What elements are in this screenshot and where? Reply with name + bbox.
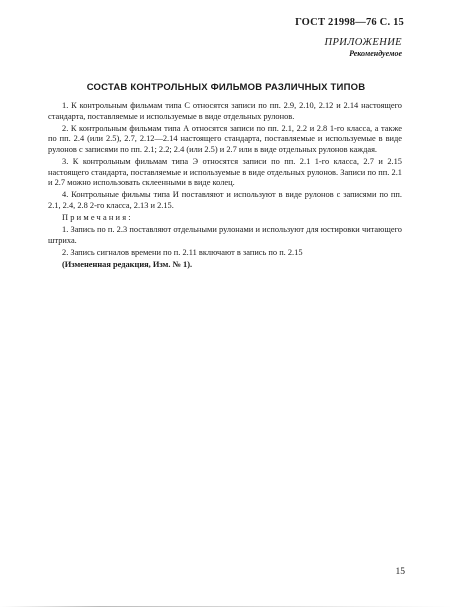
scan-edge-line — [0, 606, 452, 607]
amendment-note: (Измененная редакция, Изм. № 1). — [62, 259, 193, 269]
document-body — [48, 101, 402, 270]
section-heading: СОСТАВ КОНТРОЛЬНЫХ ФИЛЬМОВ РАЗЛИЧНЫХ ТИПОВ — [86, 82, 366, 93]
standard-header: ГОСТ 21998—76 С. 15 — [295, 17, 404, 28]
note-2: 2. Запись сигналов времени по п. 2.11 включают в запись по п. 2.15 — [62, 247, 303, 257]
paragraph-3: 3. К контрольным фильмам типа Э относятся записи по пп. 2.1 1-го класса, 2.7 и 2.15 настоящего стандарта, поставляемые и используемые в виде отдельных рулонов. Записи по пп. 2.1 и 2.7 можно использовать склеенными в виде колец. — [48, 156, 402, 188]
note-1: 1. Запись по п. 2.3 поставляют отдельными рулонами и используют для юстировки читающего штриха. — [48, 225, 402, 245]
notes-label: Примечания: — [62, 212, 133, 222]
page-number: 15 — [395, 567, 405, 577]
appendix-subtitle: Рекомендуемое — [349, 49, 402, 58]
paragraph-1: 1. К контрольным фильмам типа С относятся записи по пп. 2.9, 2.10, 2.12 и 2.14 настоящего стандарта, поставляемые и используемые в виде отдельных рулонов. — [48, 101, 402, 121]
appendix-block — [325, 37, 403, 58]
paragraph-2: 2. К контрольным фильмам типа А относятся записи по пп. 2.1, 2.2 и 2.8 1-го класса, а также по пп. 2.4 (или 2.5), 2.7, 2.12—2.14 настоящего стандарта, поставляемые и используемые в виде рулонов с записями по пп. 2.1; 2.2; 2.4 (или 2.5) и 2.7 или в виде отдельных рулонов каждая. — [48, 123, 402, 154]
appendix-title: ПРИЛОЖЕНИЕ — [324, 37, 402, 48]
paragraph-4: 4. Контрольные фильмы типа И поставляют и используют в виде рулонов с записями по пп. 2.1, 2.4, 2.8 2-го класса, 2.13 и 2.15. — [48, 190, 402, 210]
